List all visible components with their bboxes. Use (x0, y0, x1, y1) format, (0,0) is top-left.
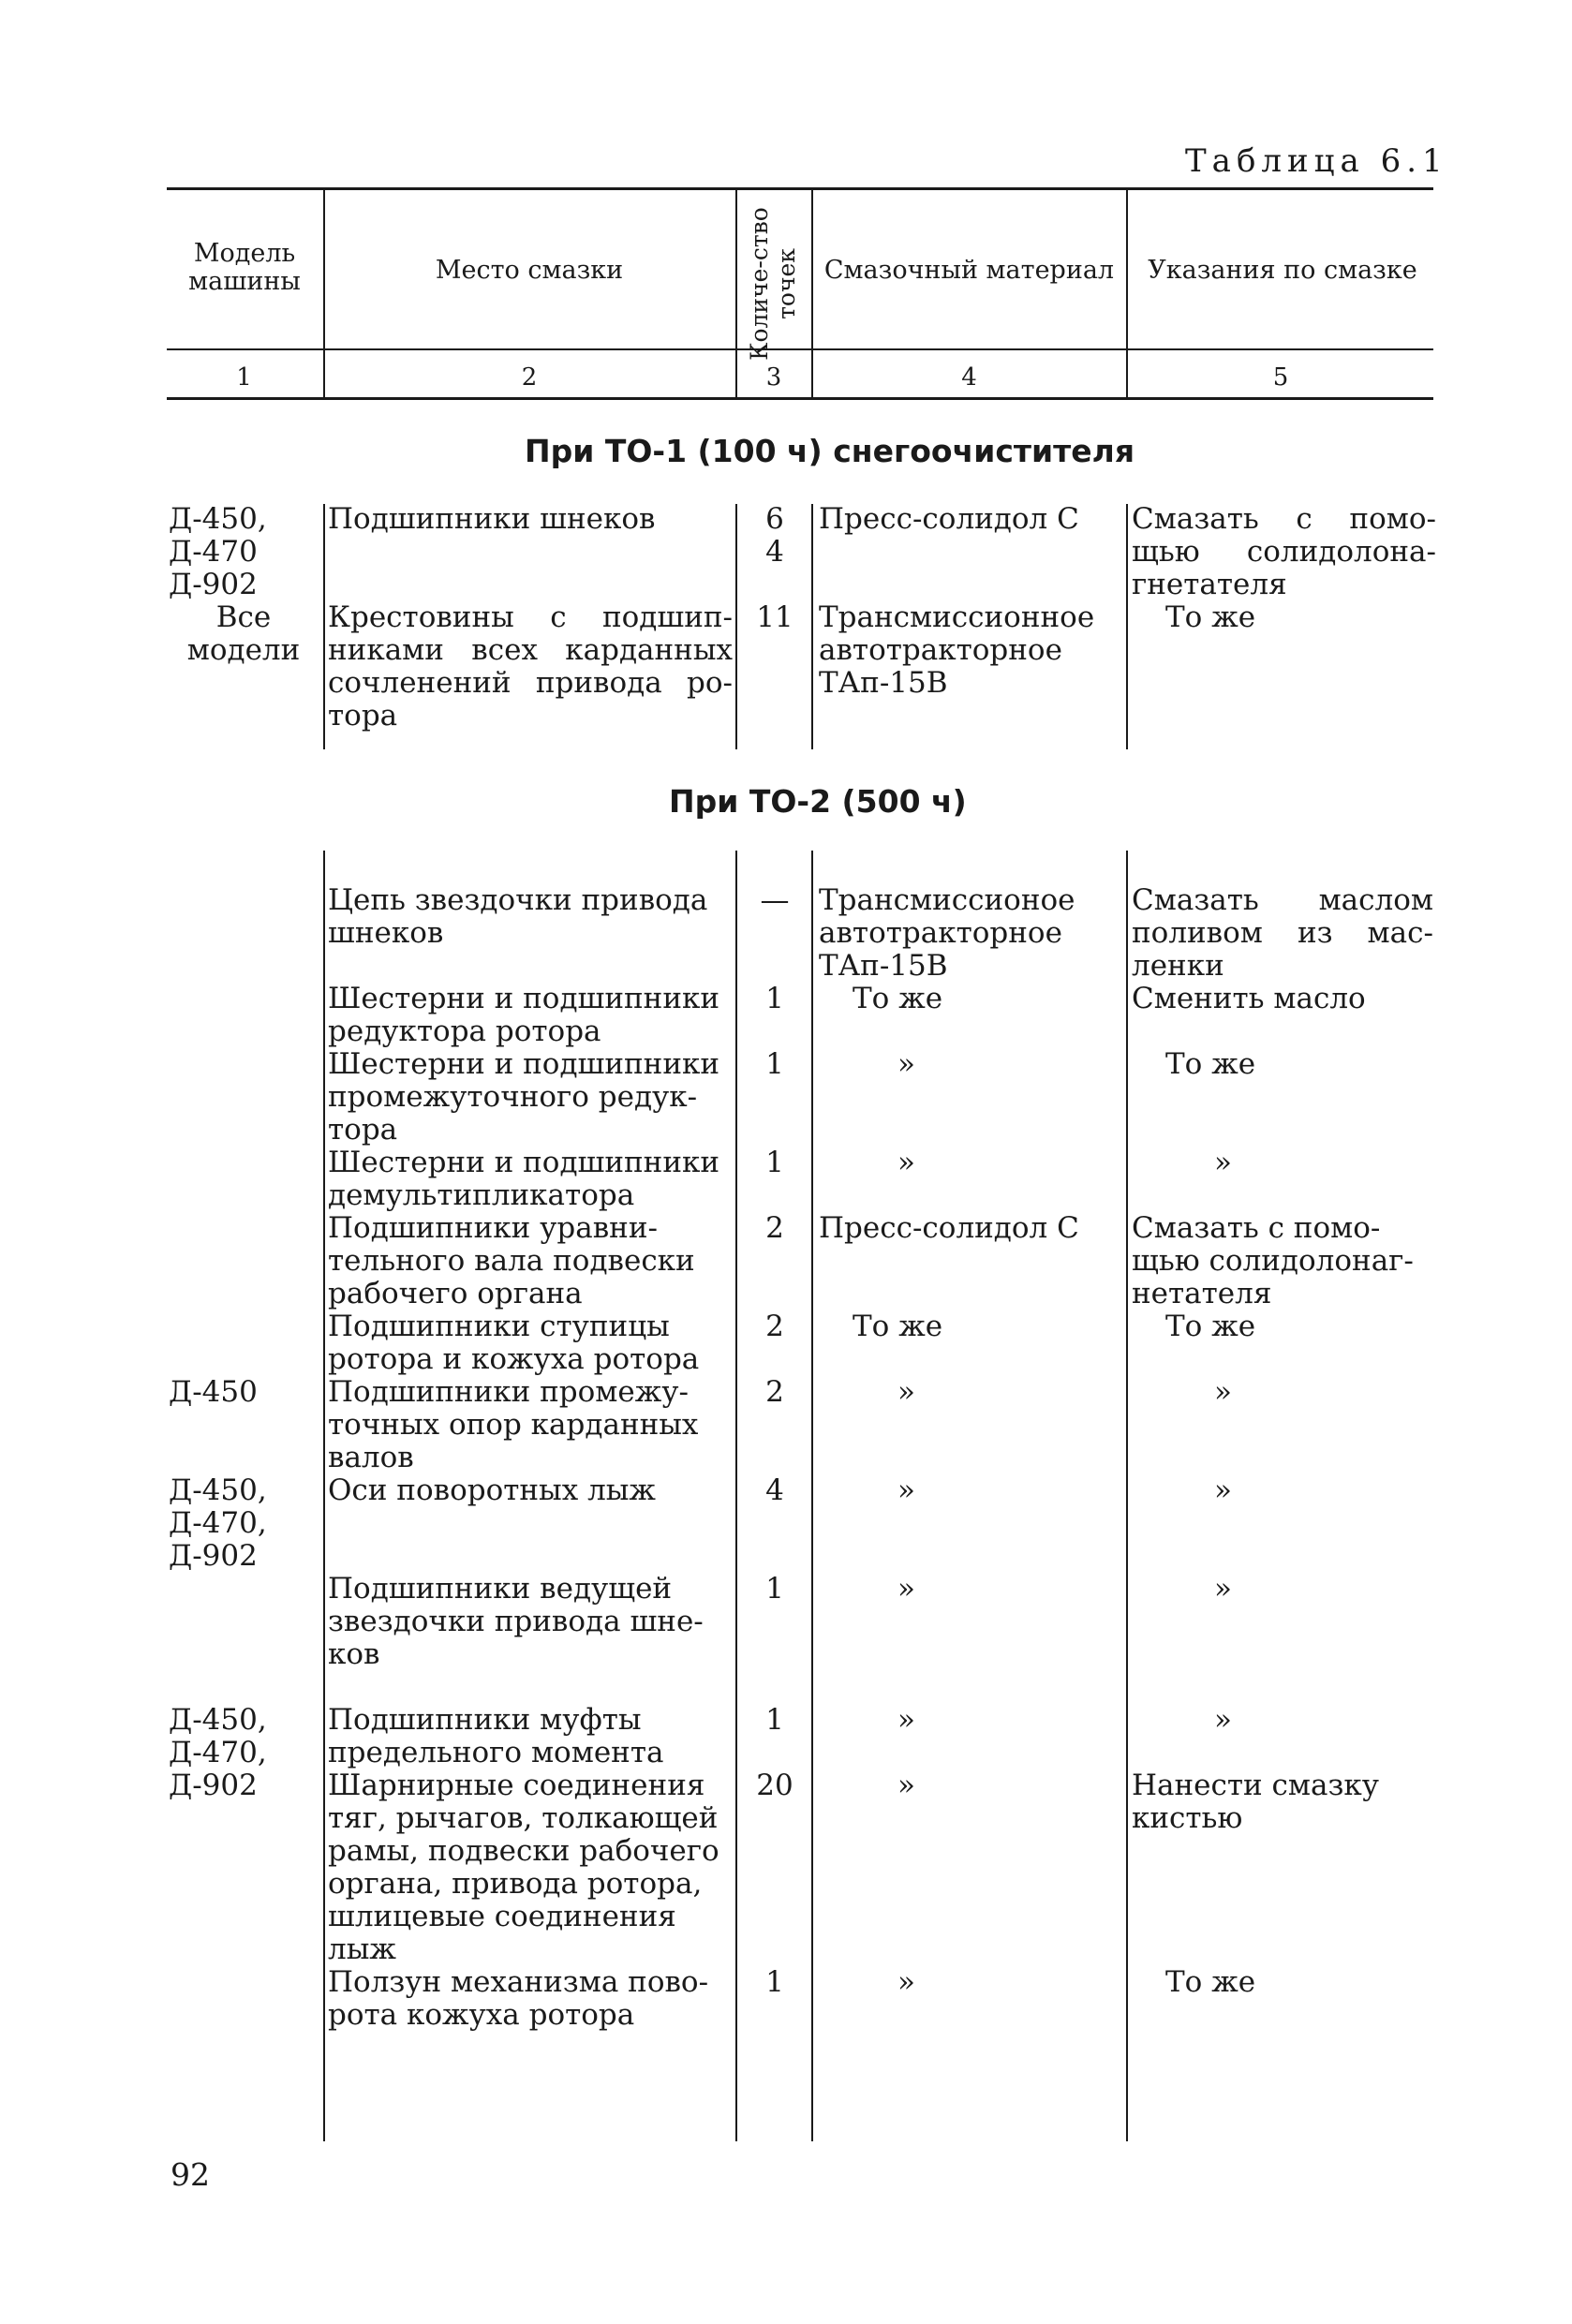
header-model: Модель машины (188, 239, 301, 296)
header-instructions: Указания по смазке (1148, 256, 1417, 285)
s2-r6-instructions: То же (1165, 1310, 1256, 1343)
s1-r1-model: Д-450, Д-470 Д-902 (169, 502, 267, 601)
s1-r2-place: Крестовины с подшип- никами всех карданных сочленений привода ро- тора (328, 600, 733, 733)
s1-divider-3 (811, 504, 813, 749)
s2-r2-place: Шестерни и подшипники редуктора ротора (328, 982, 720, 1048)
s1-divider-2 (735, 504, 737, 749)
s1-r1-count: 6 4 (765, 502, 784, 569)
section-title-to1: При ТО-1 (100 ч) снегоочистителя (525, 433, 1135, 469)
s2-r7-place: Подшипники промежу- точных опор карданных валов (328, 1375, 699, 1474)
s2-r8-place: Оси поворотных лыж (328, 1473, 656, 1507)
s2-r1-instructions: Смазать маслом поливом из мас- ленки (1132, 883, 1433, 983)
s2-r5-count: 2 (765, 1211, 784, 1245)
s2-r6-count: 2 (765, 1310, 784, 1343)
section-title-to2: При ТО-2 (500 ч) (669, 783, 967, 820)
s2-r8-count: 4 (765, 1473, 784, 1507)
s2-r10-model: Д-450, Д-470, Д-902 (169, 1703, 267, 1802)
s2-r10-instructions: » (1214, 1703, 1232, 1737)
header-top-rule (167, 187, 1433, 190)
header-count: Количе-ство точек (746, 207, 800, 361)
s2-r1-count: — (760, 883, 790, 917)
s2-r3-count: 1 (765, 1047, 784, 1081)
s2-r10-count: 1 (765, 1703, 784, 1737)
col-number-2: 2 (521, 363, 538, 392)
s1-r1-place: Подшипники шнеков (328, 502, 656, 536)
s2-r7-model: Д-450 (169, 1375, 258, 1409)
s2-r1-place: Цепь звездочки привода шнеков (328, 883, 708, 950)
col-number-3: 3 (765, 363, 782, 392)
s2-r8-material: » (897, 1473, 915, 1507)
s2-r4-place: Шестерни и подшипники демультипликатора (328, 1146, 720, 1212)
s2-r2-instructions: Сменить масло (1132, 982, 1366, 1015)
s1-r2-instructions: То же (1165, 600, 1256, 634)
page-number: 92 (171, 2156, 210, 2193)
s2-r6-place: Подшипники ступицы ротора и кожуха ротора (328, 1310, 700, 1376)
s2-r9-place: Подшипники ведущей звездочки привода шне- ков (328, 1572, 704, 1671)
s1-r2-model: Все модели (186, 600, 301, 667)
header-material: Смазочный материал (823, 256, 1115, 285)
s1-divider-1 (323, 504, 325, 749)
col-number-4: 4 (961, 363, 977, 392)
s2-r4-instructions: » (1214, 1146, 1232, 1179)
s2-r8-model: Д-450, Д-470, Д-902 (169, 1473, 267, 1573)
s1-divider-4 (1126, 504, 1128, 749)
s2-r3-place: Шестерни и подшипники промежуточного редук- тора (328, 1047, 720, 1147)
s2-r4-material: » (897, 1146, 915, 1179)
s2-r12-instructions: То же (1165, 1965, 1256, 1999)
s2-r9-count: 1 (765, 1572, 784, 1606)
s2-r7-instructions: » (1214, 1375, 1232, 1409)
s2-divider-4 (1126, 851, 1128, 2141)
s2-r12-count: 1 (765, 1965, 784, 1999)
s2-r10-place: Подшипники муфты предельного момента (328, 1703, 664, 1769)
s2-r11-count: 20 (756, 1769, 793, 1802)
s2-r2-count: 1 (765, 982, 784, 1015)
s2-r12-material: » (897, 1965, 915, 1999)
s2-r12-place: Ползун механизма пово- рота кожуха ротора (328, 1965, 709, 2032)
col-number-1: 1 (236, 363, 252, 392)
s2-r11-instructions: Нанести смазку кистью (1132, 1769, 1380, 1835)
s2-r1-material: Трансмиссионое автотракторное ТАп-15В (819, 883, 1075, 983)
header-place: Место смазки (435, 256, 624, 285)
s2-r5-place: Подшипники уравни- тельного вала подвески рабочего органа (328, 1211, 695, 1310)
s2-r11-material: » (897, 1769, 915, 1802)
s2-r10-material: » (897, 1703, 915, 1737)
s2-r3-material: » (897, 1047, 915, 1081)
table-caption: Таблица 6.1 (1185, 142, 1448, 180)
numbers-bottom-rule (167, 397, 1433, 400)
s1-r2-count: 11 (756, 600, 793, 634)
s1-r1-instructions: Смазать с помо- щью солидолона- гнетателя (1132, 502, 1436, 601)
col-number-5: 5 (1272, 363, 1289, 392)
s2-r6-material: То же (853, 1310, 943, 1343)
s2-r9-material: » (897, 1572, 915, 1606)
s1-r1-material: Пресс-солидол С (819, 502, 1079, 536)
s2-r8-instructions: » (1214, 1473, 1232, 1507)
s2-divider-2 (735, 851, 737, 2141)
s2-r2-material: То же (853, 982, 943, 1015)
s2-r7-count: 2 (765, 1375, 784, 1409)
s2-r7-material: » (897, 1375, 915, 1409)
s2-r3-instructions: То же (1165, 1047, 1256, 1081)
s2-r11-place: Шарнирные соединения тяг, рычагов, толкающей рамы, подвески рабочего органа, привода ротора, шлицевые соединения лыж (328, 1769, 719, 1966)
s2-r5-material: Пресс-солидол С (819, 1211, 1079, 1245)
s2-r4-count: 1 (765, 1146, 784, 1179)
s2-r5-instructions: Смазать с помо- щью солидолонаг- нетателя (1132, 1211, 1414, 1310)
s2-divider-3 (811, 851, 813, 2141)
s1-r2-material: Трансмиссионное автотракторное ТАп-15В (819, 600, 1095, 700)
s2-r9-instructions: » (1214, 1572, 1232, 1606)
s2-divider-1 (323, 851, 325, 2141)
